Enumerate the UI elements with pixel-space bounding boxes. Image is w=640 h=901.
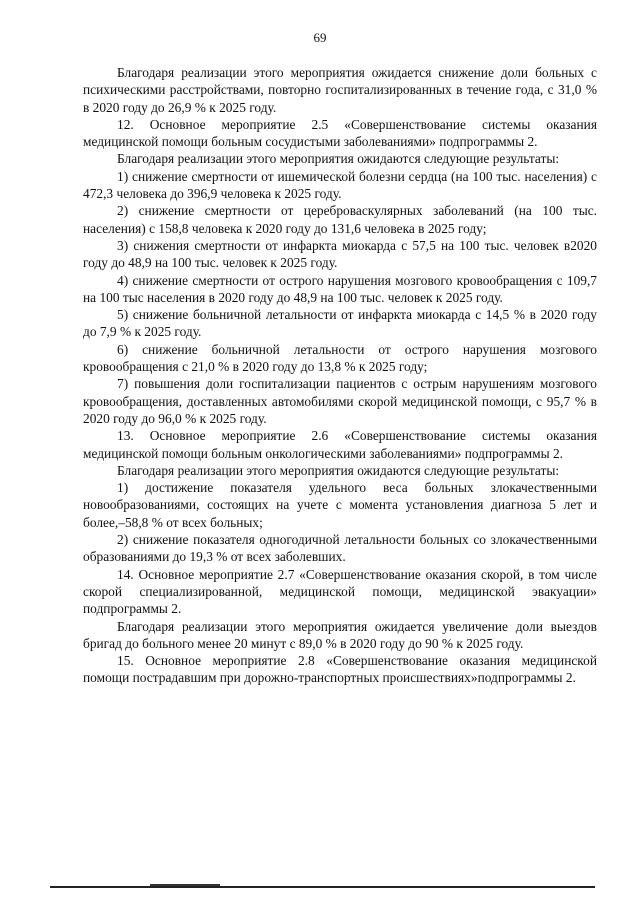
paragraph: 14. Основное мероприятие 2.7 «Совершенствование оказания скорой, в том числе скорой специализированной, медицинской помощи, медицинской эвакуации» подпрограммы 2. [83,566,597,617]
list-item: 4) снижение смертности от острого нарушения мозгового кровообращения с 109,7 на 100 тыс населения в 2020 году до 48,9 на 100 тыс. человек к 2025 году. [83,272,597,305]
list-item: 5) снижение больничной летальности от инфаркта миокарда с 14,5 % в 2020 году до 7,9 % к 2025 году. [83,307,597,340]
list-item: 7) повышения доли госпитализации пациентов с острым нарушениям мозгового кровообращения, доставленных автомобилями скорой медицинской помощи, с 95,7 % в 2020 году до 96,0 % к 2025 году. [83,376,597,426]
document-body [83,64,597,687]
paragraph: Благодаря реализации этого мероприятия ожидаются следующие результаты: [117,151,560,167]
page-number: 69 [313,30,327,45]
scan-edge-line [50,886,595,888]
list-item: 2) снижение показателя одногодичной летальности больных со злокачественными образованиями до 19,3 % от всех заболевших. [83,532,597,565]
paragraph: Благодаря реализации этого мероприятия ожидается снижение доли больных с психическими расстройствами, повторно госпитализированных в течение года, с 31,0 % в 2020 году до 26,9 % к 2025 году. [83,65,597,115]
scan-edge-mark [150,884,220,886]
paragraph: Благодаря реализации этого мероприятия ожидаются следующие результаты: [117,462,560,478]
paragraph: Благодаря реализации этого мероприятия ожидается увеличение доли выездов бригад до больного менее 20 минут с 89,0 % в 2020 году до 90 % к 2025 году. [83,618,597,651]
list-item: 3) снижения смертности от инфаркта миокарда с 57,5 на 100 тыс. человек в2020 году до 48,9 на 100 тыс. человек к 2025 году. [83,237,597,271]
list-item: 2) снижение смертности от цереброваскулярных заболеваний (на 100 тыс. населения) с 158,8 человека к 2020 году до 131,6 человека в 2025 году; [83,203,597,236]
paragraph: 15. Основное мероприятие 2.8 «Совершенствование оказания медицинской помощи пострадавшим при дорожно-транспортных происшествиях»подпрограммы 2. [83,653,597,686]
paragraph: 12. Основное мероприятие 2.5 «Совершенствование системы оказания медицинской помощи больным сосудистыми заболеваниями» подпрограммы 2. [83,116,597,150]
list-item: 1) снижение смертности от ишемической болезни сердца (на 100 тыс. населения) с 472,3 человека до 396,9 человека к 2025 году. [83,168,597,202]
paragraph: 13. Основное мероприятие 2.6 «Совершенствование системы оказания медицинской помощи больным онкологическими заболеваниями» подпрограммы 2. [83,428,597,461]
list-item: 1) достижение показателя удельного веса больных злокачественными новообразованиями, состоящих на учете с момента установления диагноза 5 лет и более,–58,8 % от всех больных; [83,480,597,530]
list-item: 6) снижение больничной летальности от острого нарушения мозгового кровообращения с 21,0 % в 2020 году до 13,8 % к 2025 году; [83,341,597,375]
